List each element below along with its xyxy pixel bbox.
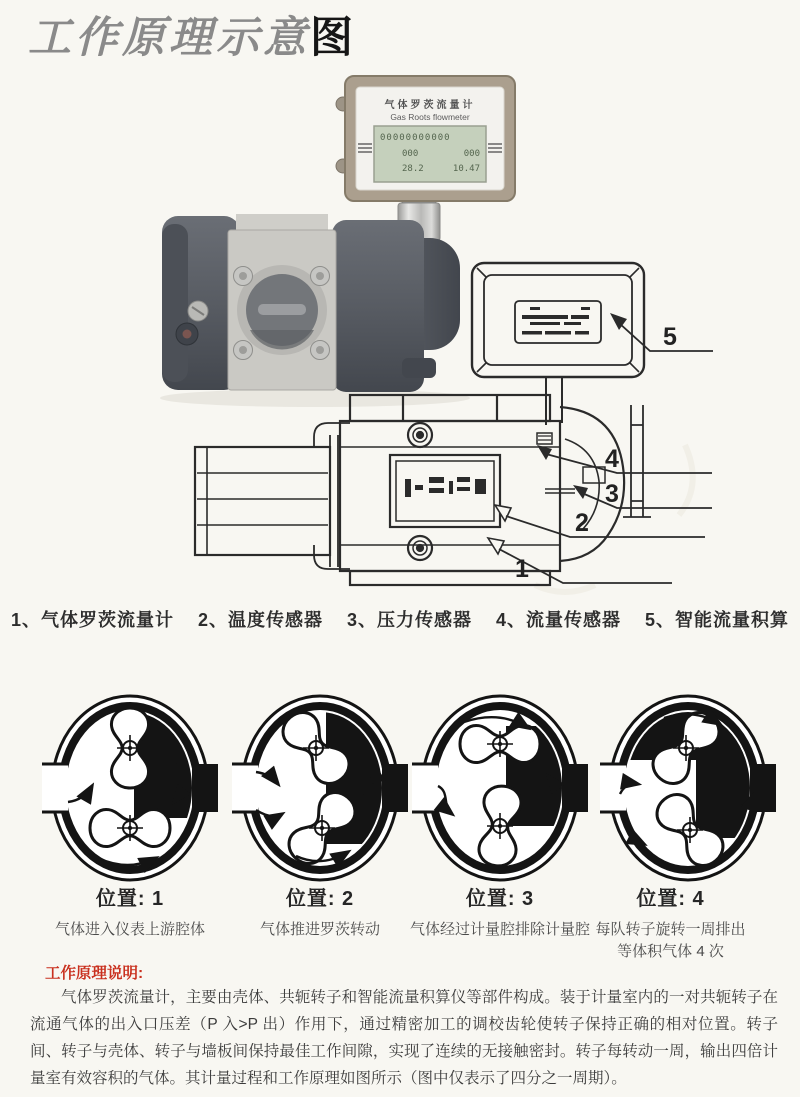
callout-arrow-2 [495, 505, 511, 521]
position-label: 位置: 1 [95, 888, 165, 910]
rotor-position-diagram-4 [600, 690, 776, 886]
inlet-port [600, 764, 626, 812]
display-name-cn: 气体罗茨流量计 [384, 100, 476, 111]
inlet-port [232, 764, 258, 812]
position-desc: 每队转子旋转一周排出等体积气体 4 次 [595, 921, 746, 960]
outlet-port [382, 764, 408, 812]
callout-arrow-3 [573, 485, 588, 499]
lcd-row2-left: 000 [402, 149, 419, 159]
position-label: 位置: 4 [636, 888, 705, 910]
meter-nameplate-marks [405, 477, 486, 497]
position-caption-2 [225, 882, 415, 941]
position-desc: 气体进入仪表上游腔体 [54, 921, 205, 938]
callout-number-5: 5 [663, 323, 677, 351]
inlet-port [42, 764, 68, 812]
callout-arrow-1 [488, 538, 504, 554]
legend-item-4: 4、流量传感器 [496, 610, 622, 630]
position-caption-3 [405, 882, 595, 941]
lcd-row3-left: 28.2 [402, 164, 424, 174]
outlet-port [750, 764, 776, 812]
position-caption-4 [593, 882, 748, 963]
callout-number-1: 1 [515, 555, 529, 583]
parts-legend [0, 606, 800, 632]
display-unit [336, 76, 515, 201]
legend-item-3: 3、压力传感器 [346, 610, 472, 630]
outlet-port [192, 764, 218, 812]
callout-number-2: 2 [575, 509, 589, 537]
legend-item-1: 1、气体罗茨流量计 [10, 610, 174, 630]
lcd-row2-right: 000 [463, 149, 480, 159]
position-caption-1 [35, 882, 225, 941]
position-desc: 气体经过计量腔排除计量腔 [409, 921, 590, 938]
callout-leader-2 [506, 516, 705, 537]
nameplate-text-marks [522, 307, 590, 335]
rotor-position-diagram-1 [42, 690, 218, 886]
page-title-main: 工作原理示意 [28, 14, 310, 62]
display-name-en: Gas Roots flowmeter [390, 112, 470, 122]
lcd-row1: 00000000000 [380, 133, 451, 143]
rotor-position-diagram-3 [412, 690, 588, 886]
position-label: 位置: 2 [285, 888, 355, 910]
explanation-paragraph: 气体罗茨流量计，主要由壳体、共轭转子和智能流量积算仪等部件构成。装于计量室内的一对共轭转子在流通气体的出入口压差（P 入>P 出）作用下，通过精密加工的调校齿轮使转子保持正确的相对位置。转子间、转子与壳体、转子与墙板间保持最佳工作间隙，实现了连续的无接触密封。转子每转动一周，输出四倍计量室有效容积的气体。其计量过程和工作原理如图所示（图中仅表示了四分之一周期）。 [30, 989, 778, 1087]
lcd-row3-right: 10.47 [452, 164, 480, 174]
inlet-port [412, 764, 438, 812]
legend-item-5: 5、智能流量积算 [645, 610, 790, 630]
outlet-port [562, 764, 588, 812]
rotor-position-diagram-2 [232, 690, 408, 886]
page-title [28, 4, 357, 65]
sensor-cable [546, 377, 562, 425]
callout-number-3: 3 [605, 480, 619, 508]
position-desc: 气体推进罗茨转动 [259, 921, 380, 938]
position-label: 位置: 3 [465, 888, 535, 910]
page-title-last: 图 [310, 14, 357, 62]
explanation-heading: 工作原理说明: [45, 965, 144, 982]
callout-number-4: 4 [605, 445, 619, 473]
legend-item-2: 2、温度传感器 [197, 610, 323, 630]
technical-drawing [185, 255, 720, 605]
